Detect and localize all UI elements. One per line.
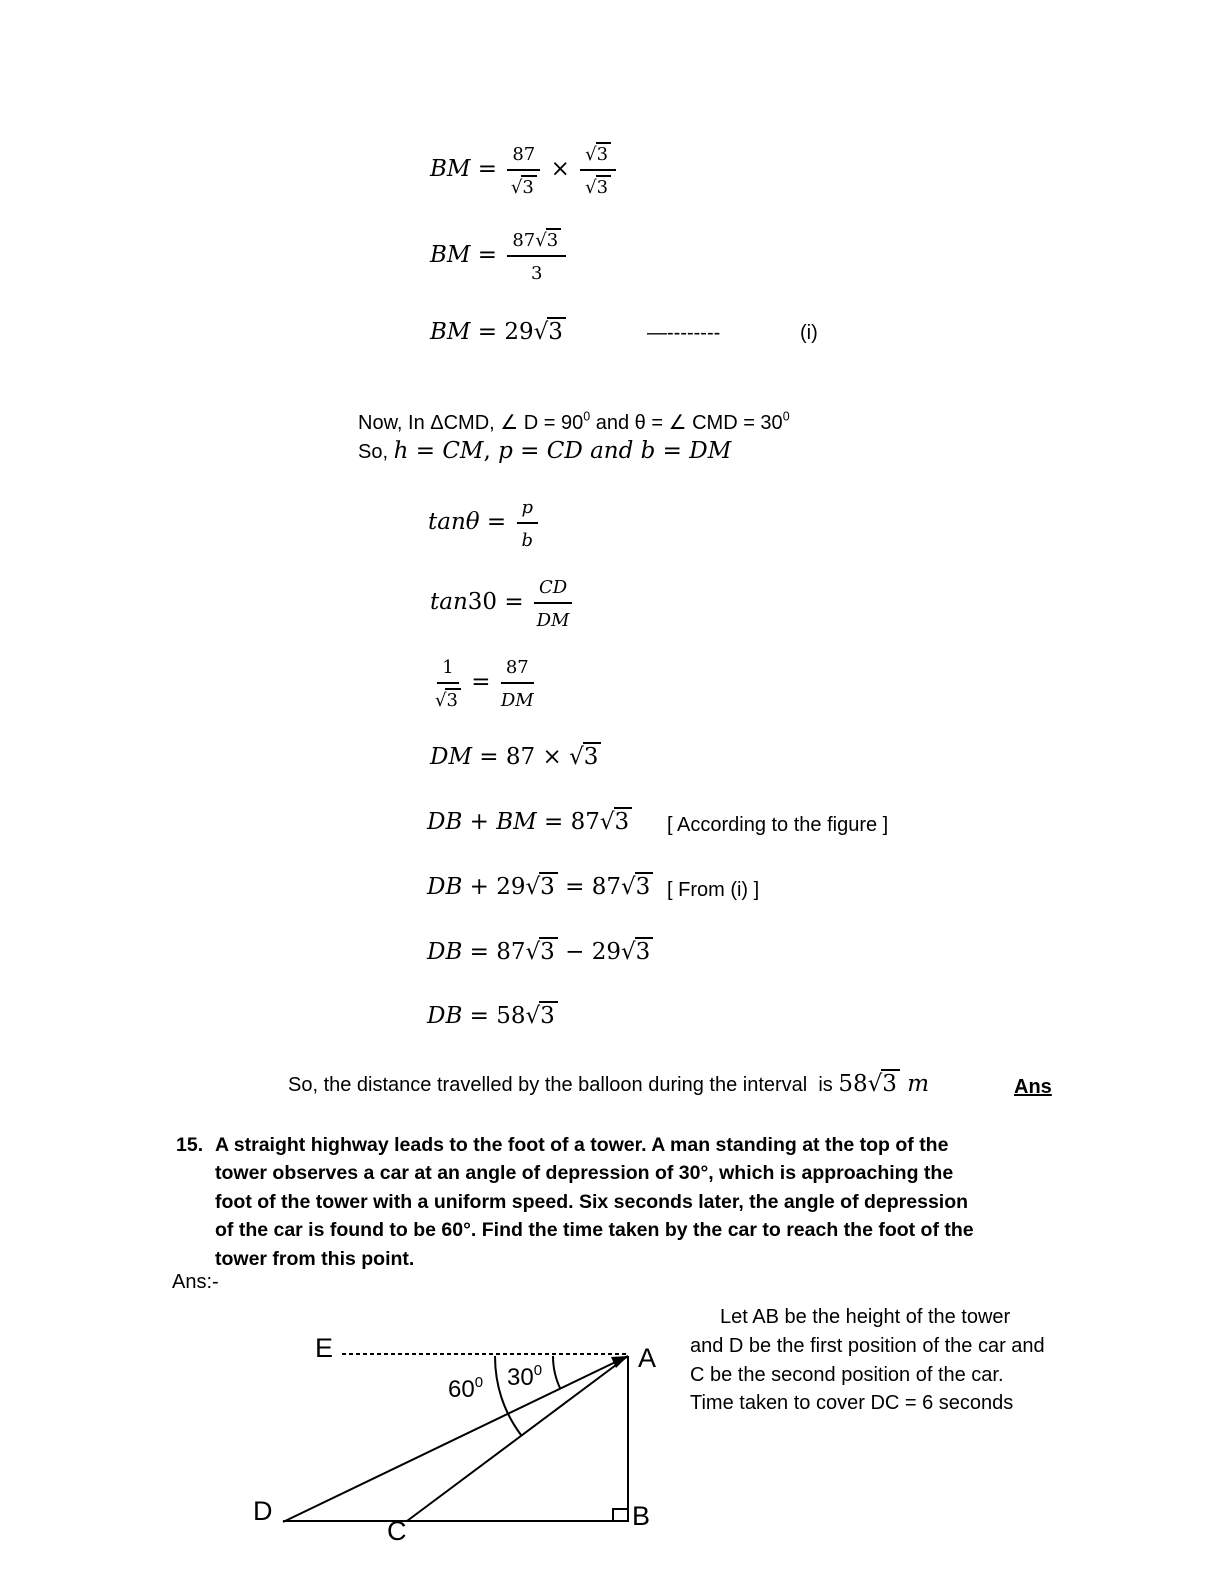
eq-bm-rationalize [430,139,619,201]
text-run: = 87 [536,809,600,835]
text-run: p [498,438,513,464]
radicand: 3 [547,317,566,345]
text-run: = [470,241,505,268]
radicand: 3 [445,688,460,711]
fraction [501,652,534,714]
text-run: 58 [838,1071,868,1097]
text-run: + [462,809,497,835]
eq-db-difference [427,939,653,965]
text-run: , [483,438,499,464]
eq-one-over-root3 [432,652,537,714]
text-run: and θ = ∠ CMD = 30 [590,412,783,434]
angle-arc-30 [553,1356,560,1388]
fraction-denominator [435,684,461,714]
text-run: p [521,497,534,518]
right-angle-mark [613,1509,628,1521]
problem-text-line: tower from this point. [215,1247,415,1270]
radical-sign: √ [585,176,597,198]
note-line: Time taken to cover DC = 6 seconds [690,1392,1014,1415]
text-run: —-------- [647,322,721,344]
text-run: = 29 [470,319,534,345]
radical-sign: √ [533,319,549,345]
radical-sign: √ [525,874,541,900]
square-root [526,874,558,900]
fraction-numerator [501,652,534,684]
problem-number: 15. [176,1134,204,1156]
radical-sign: √ [620,939,636,965]
radical-sign: √ [585,144,597,165]
square-root [526,939,558,965]
tower-diagram [230,1296,690,1566]
text-run: DM [430,744,472,770]
answer-badge [1014,1073,1052,1099]
eq-db-plus-bm [427,809,632,835]
text-run: DB [427,874,463,900]
note-according-figure [667,811,888,837]
angle-label-60: $60^0$ [448,1374,484,1403]
answer-label: Ans:- [172,1271,219,1293]
radicand: 3 [521,175,536,198]
text-run: BM [430,155,471,182]
fraction [580,139,616,201]
square-root [868,1071,900,1097]
radical-sign: √ [867,1071,883,1097]
text-run: m [899,1071,930,1097]
eq-ref-i [800,319,818,345]
note-line: C be the second position of the car. [690,1363,1004,1386]
square-root [621,874,653,900]
text-run: So, [358,441,394,463]
label-b: B [632,1501,651,1531]
eq-tan-theta [428,492,541,554]
text-run: CD [538,577,568,598]
text-run: = [479,508,514,535]
problem-text-line: tower observes a car at an angle of depression of 30°, which is approaching the [215,1162,954,1185]
fraction [534,572,572,634]
square-root [526,1003,558,1029]
fraction [435,652,461,714]
problem-text [215,1131,1086,1273]
square-root [569,744,601,770]
radicand: 3 [539,872,558,900]
radicand: 3 [596,175,611,198]
text-run: = 58 [462,1003,526,1029]
line-now-in-cmd [358,409,790,435]
text-run: = [512,438,547,464]
text-run: DB [427,1003,463,1029]
note-line: and D be the first position of the car and [690,1334,1045,1357]
label-e: E [315,1333,334,1363]
text-run: DM [689,438,732,464]
fraction-numerator [437,652,458,684]
radicand: 3 [539,937,558,965]
fraction-numerator [507,225,566,257]
radicand: 3 [546,228,561,251]
text-run: h [393,438,409,464]
text-run: 0 [782,409,790,424]
radical-sign: √ [620,874,636,900]
text-run: = [470,155,505,182]
text-run: = [655,438,690,464]
eq-tan-30 [430,572,575,634]
text-run: DB [427,809,463,835]
label-c: C [387,1516,407,1546]
note-line: Let AB be the height of the tower [720,1306,1011,1328]
eq-dm-87root3 [430,744,601,770]
eq-ref-dashes [647,319,720,345]
text-run: + 29 [462,874,526,900]
text-run: 30 = [467,588,531,615]
fraction-numerator [534,572,572,604]
radical-sign: √ [535,230,547,251]
text-run: = 87 [557,874,621,900]
text-run: − 29 [557,939,621,965]
text-run: b [521,529,534,551]
fraction [507,139,540,201]
radical-sign: √ [569,744,584,770]
text-run: = [463,668,498,695]
text-run: 0 [583,409,591,424]
line-conclusion [288,1071,929,1097]
square-root [585,144,611,165]
fraction-denominator [511,171,537,201]
fraction-numerator [507,139,540,171]
text-run: BM [430,319,471,345]
text-run: 87 [512,230,536,251]
fraction [517,492,539,554]
text-run: DM [500,689,534,711]
square-root [621,939,653,965]
text-run: × [543,155,578,182]
text-run: Now, In ΔCMD, ∠ D = 90 [358,412,584,434]
square-root [511,177,537,198]
text-run: 87 [512,144,536,165]
fraction-numerator [580,139,616,171]
text-run: 1 [442,657,454,678]
fraction-denominator [537,604,570,634]
radicand: 3 [635,937,654,965]
square-root [535,230,561,251]
text-run: DB [427,939,463,965]
text-run: tanθ [428,508,480,535]
text-run: 3 [531,262,543,284]
fraction-denominator [522,524,534,554]
text-run: So, the distance travelled by the balloon during the interval is [288,1074,839,1096]
problem-text-line: A straight highway leads to the foot of a tower. A man standing at the top of the [215,1134,949,1156]
square-root [435,690,461,711]
text-run: [ From (i) ] [667,879,760,901]
fraction [507,225,566,287]
line-so-hpb [358,438,731,464]
text-run: CD and b [546,438,656,464]
eq-bm-87root3-over-3 [430,225,569,287]
note-from-i [667,876,759,902]
text-run: Ans [1014,1076,1052,1098]
radicand: 3 [635,872,654,900]
radicand: 3 [583,742,602,770]
square-root [534,319,566,345]
square-root [600,809,632,835]
fraction-numerator [517,492,539,524]
solution-note [690,1303,1100,1418]
problem-text-line: of the car is found to be 60°. Find the time taken by the car to reach the foot of the [215,1219,974,1242]
text-run: DM [536,609,570,631]
text-run: BM [496,809,537,835]
fraction-denominator [501,684,534,714]
radical-sign: √ [599,809,615,835]
text-run: = 87 × [472,744,570,770]
radical-sign: √ [525,1003,541,1029]
angle-label-30: $30^0$ [507,1362,543,1391]
eq-db-58root3 [427,1003,558,1029]
text-run: BM [430,241,471,268]
text-run: CM [442,438,484,464]
radical-sign: √ [510,176,523,198]
label-a: A [638,1343,657,1373]
text-run: = [408,438,443,464]
text-run: (i) [800,322,818,344]
fraction-denominator [585,171,611,201]
radical-sign: √ [525,939,541,965]
text-run: = 87 [462,939,526,965]
text-run: tan [430,588,468,615]
eq-db-plus-29root3 [427,874,653,900]
eq-bm-29root3 [430,319,566,345]
radicand: 3 [614,807,633,835]
radicand: 3 [881,1069,900,1097]
fraction-denominator [531,257,542,287]
radicand: 3 [596,142,611,165]
radicand: 3 [539,1001,558,1029]
label-d: D [253,1496,273,1526]
text-run: [ According to the figure ] [667,814,889,836]
radical-sign: √ [435,689,447,711]
problem-text-line: foot of the tower with a uniform speed. Six seconds later, the angle of depression [215,1190,969,1213]
problem-15 [176,1131,1086,1273]
text-run: 87 [505,657,529,678]
square-root [585,177,611,198]
